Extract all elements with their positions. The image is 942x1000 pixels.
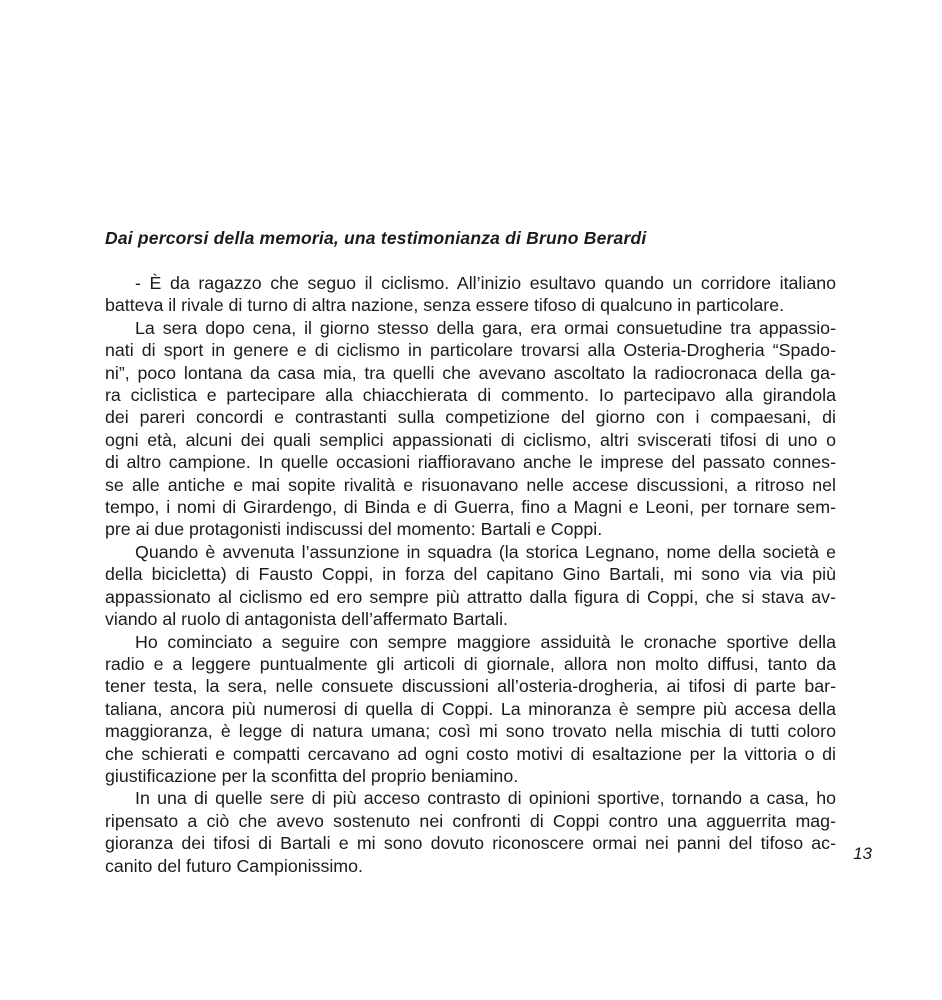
text-line: se alle antiche e mai sopite rivalità e risuonavano nelle accese discussioni, a ritroso nel [105, 474, 836, 495]
text-line: tempo, i nomi di Girardengo, di Binda e di Guerra, fino a Magni e Leoni, per tornare sem- [105, 497, 836, 518]
body-text [105, 272, 836, 877]
paragraph-4 [105, 631, 836, 788]
paragraph-1 [105, 272, 836, 317]
text-line: giustificazione per la sconfitta del proprio beniamino. [105, 765, 519, 786]
text-line: dei pareri concordi e contrastanti sulla competizione del giorno con i compaesani, di [105, 407, 836, 428]
paragraph-2 [105, 317, 836, 541]
paragraph-5 [105, 787, 836, 877]
section-title: Dai percorsi della memoria, una testimonianza di Bruno Berardi [105, 228, 647, 248]
text-line: della bicicletta) di Fausto Coppi, in forza del capitano Gino Bartali, mi sono via via più [105, 564, 836, 585]
text-line: viando al ruolo di antagonista dell’affermato Bartali. [105, 609, 508, 630]
text-line: Quando è avvenuta l’assunzione in squadra (la storica Legnano, nome della società e [135, 541, 836, 562]
text-line: La sera dopo cena, il giorno stesso della gara, era ormai consuetudine tra appassio- [135, 317, 836, 338]
text-line: ra ciclistica e partecipare alla chiacchierata di commento. Io partecipavo alla girandola [105, 385, 836, 406]
text-line: ogni età, alcuni dei quali semplici appassionati di ciclismo, altri sviscerati tifosi di uno o [105, 429, 836, 450]
paragraph-3 [105, 541, 836, 631]
text-line: ni”, poco lontana da casa mia, tra quelli che avevano ascoltato la radiocronaca della ga- [105, 362, 836, 383]
text-line: tener testa, la sera, nelle consuete discussioni all’osteria-drogheria, ai tifosi di parte bar- [105, 676, 836, 697]
page-number: 13 [853, 844, 872, 863]
text-line: gioranza dei tifosi di Bartali e mi sono dovuto riconoscere ormai nei panni del tifoso ac- [105, 833, 836, 854]
text-line: maggioranza, è legge di natura umana; così mi sono trovato nella mischia di tutti coloro [105, 721, 836, 742]
text-line: radio e a leggere puntualmente gli articoli di giornale, allora non molto diffusi, tanto da [105, 653, 836, 674]
text-line: di altro campione. In quelle occasioni riaffioravano anche le imprese del passato connes- [105, 452, 836, 473]
text-line: taliana, ancora più numerosi di quella di Coppi. La minoranza è sempre più accesa della [105, 698, 836, 719]
text-line: - È da ragazzo che seguo il ciclismo. All’inizio esultavo quando un corridore italiano [135, 273, 836, 293]
text-line: che schierati e compatti cercavano ad ogni costo motivi di esaltazione per la vittoria o di [105, 743, 836, 764]
text-line: appassionato al ciclismo ed ero sempre più attratto dalla figura di Coppi, che si stava av- [105, 586, 836, 607]
text-line: canito del futuro Campionissimo. [105, 855, 363, 876]
text-line: batteva il rivale di turno di altra nazione, senza essere tifoso di qualcuno in particolare. [105, 295, 785, 316]
text-line: Ho cominciato a seguire con sempre maggiore assiduità le cronache sportive della [135, 631, 836, 652]
text-line: pre ai due protagonisti indiscussi del momento: Bartali e Coppi. [105, 519, 603, 540]
text-line: In una di quelle sere di più acceso contrasto di opinioni sportive, tornando a casa, ho [135, 788, 836, 809]
text-line: ripensato a ciò che avevo sostenuto nei confronti di Coppi contro una agguerrita mag- [105, 810, 836, 831]
text-line: nati di sport in genere e di ciclismo in particolare trovarsi alla Osteria-Drogheria “Spado- [105, 340, 836, 361]
